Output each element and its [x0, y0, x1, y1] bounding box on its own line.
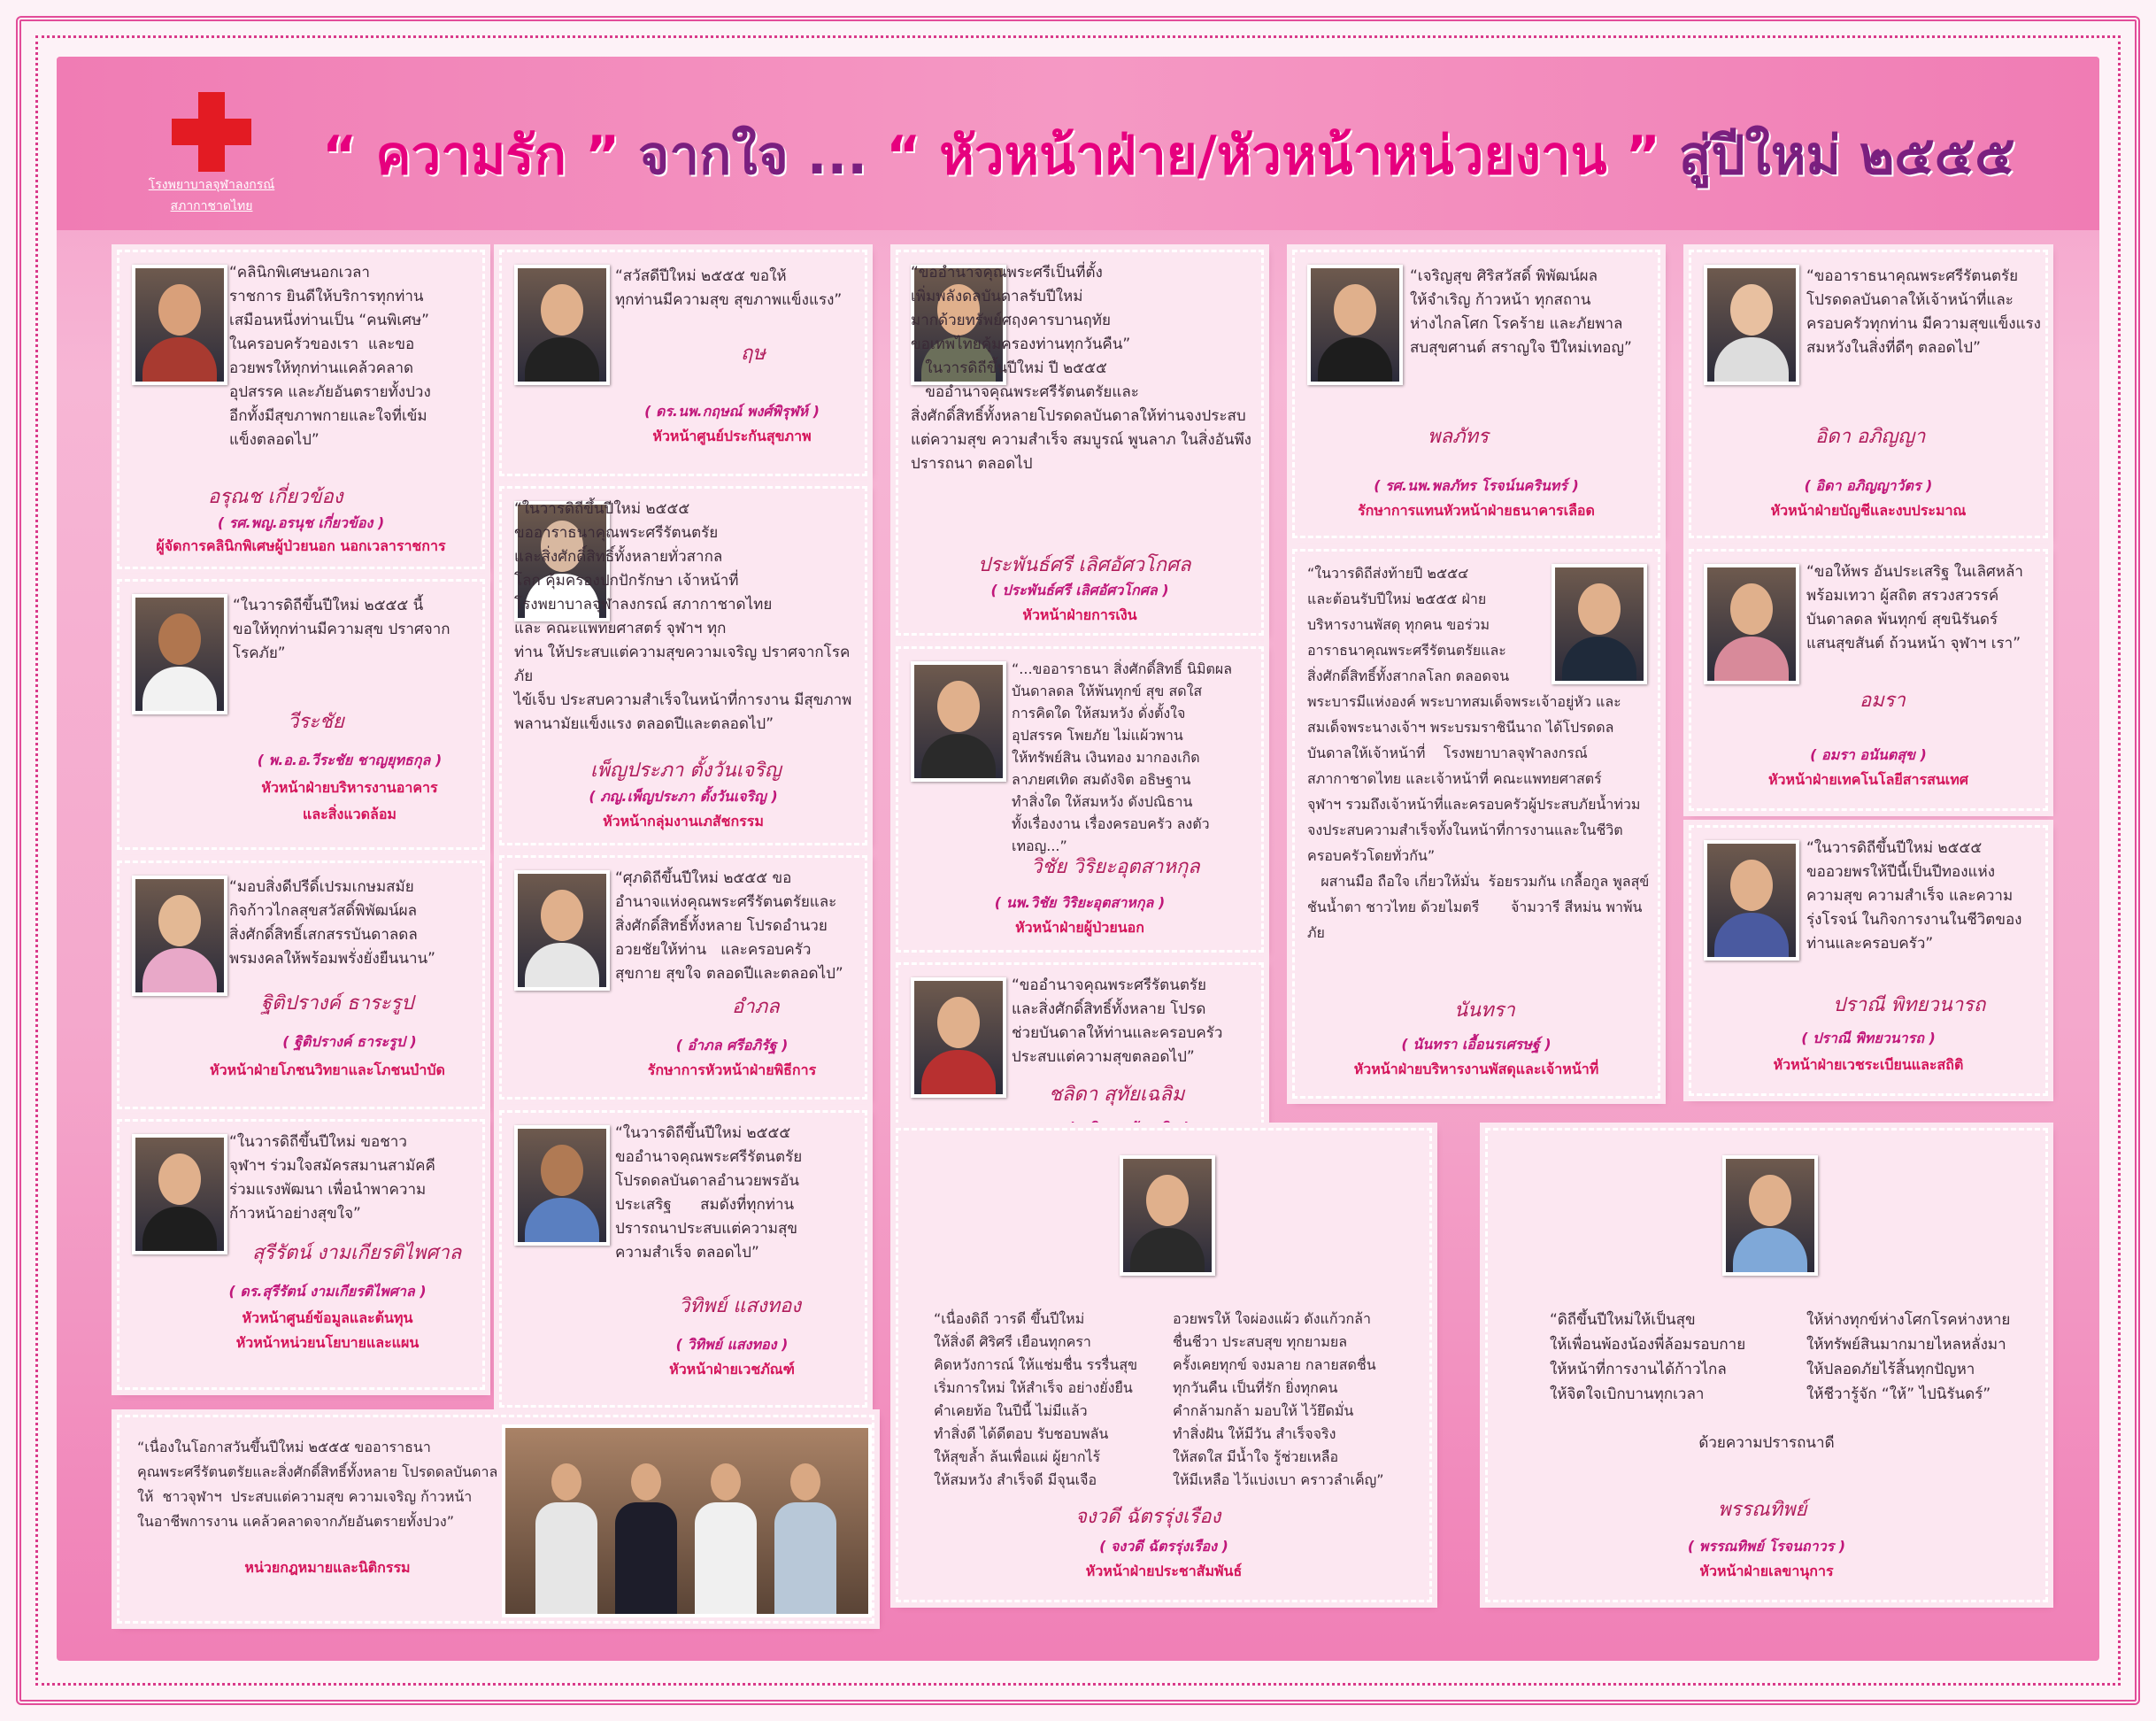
signer-role: หัวหน้ากลุ่มงานเภสัชกรรม	[603, 813, 764, 830]
signer-role: หัวหน้าฝ่ายเวชภัณฑ์	[669, 1361, 795, 1378]
greeting-message: “ขออาราธนาคุณพระศรีรัตนตรัย โปรดดลบันดาลให้เจ้าหน้าที่และ ครอบครัวทุกท่าน มีความสุขแข็งแรง สมหวังในสิ่งที่ดีๆ ตลอดไป”	[1806, 267, 2041, 357]
signature: อมรา	[1860, 690, 1906, 712]
greeting-card	[1689, 549, 2048, 811]
greeting-card	[117, 860, 485, 1109]
title-part-1: “ ความรัก ”	[322, 125, 620, 187]
greeting-message-left: “ดิถีขึ้นปีใหม่ให้เป็นสุข ให้เพื่อนพ้องน้องพี่ล้อมรอบกาย ให้หน้าที่การงานได้ก้าวไกล ให้จิตใจเบิกบานทุกเวลา	[1550, 1311, 1746, 1403]
greeting-card	[117, 1119, 485, 1390]
signature: พรรณทิพย์	[1718, 1499, 1807, 1521]
signature: ปราณี พิทยวนารถ	[1833, 994, 1986, 1016]
signer-name: ( ฐิติปรางค์ ธาระรูป )	[282, 1033, 417, 1050]
signer-name: ( วิทิพย์ แสงทอง )	[675, 1336, 789, 1353]
signature: อรุณช เกี่ยวข้อง	[208, 486, 343, 508]
greeting-message: “ในวารดิถีขึ้นปีใหม่ ๒๕๕๕ นี้ ขอให้ทุกท่านมีความสุข ปราศจาก โรคภัย”	[233, 597, 450, 662]
signer-name: ( ปราณี พิทยวนารถ )	[1801, 1030, 1936, 1046]
signature: พลภัทร	[1428, 426, 1489, 448]
group-person	[615, 1463, 677, 1614]
greeting-message: “ขออำนาจคุณพระศรีเป็นที่ตั้ง เพิ่มพลังดลบันดาลรับปีใหม่ มากด้วยทรัพย์ศฤงคารบานฤทัย ขอเทพไทยคุ้มครองท่านทุกวันคืน” ในวารดิถีขึ้นปีใหม่ ปี ๒๕๕๕ ขออำนาจคุณพระศรีรัตนตรัยและ สิ่งศักดิ์สิทธิ์ทั้งหลายโปรดดลบันดาลให้ท่านจงประสบ แต่ความสุข ความสำเร็จ สมบูรณ์ พูนลาภ ในสิ่งอันพึง ปรารถนา ตลอดไป	[911, 264, 1251, 473]
header-banner	[57, 57, 2099, 230]
signature: อำภล	[732, 996, 780, 1018]
signature: ฤษ	[741, 343, 766, 365]
portrait-photo	[1722, 1155, 1818, 1276]
portrait-photo	[911, 977, 1006, 1098]
signer-role: หัวหน้าศูนย์ข้อมูลและต้นทุน หัวหน้าหน่วยนโยบายและแผน	[235, 1309, 420, 1351]
signer-role: หัวหน้าฝ่ายเวชระเบียนและสถิติ	[1773, 1056, 1964, 1073]
portrait-photo	[132, 594, 227, 714]
portrait-photo	[514, 870, 610, 991]
signer-name: ( รศ.พญ.อรนุช เกี่ยวข้อง )	[217, 514, 385, 531]
portrait-photo	[132, 1134, 227, 1254]
closing-text: ด้วยความปรารถนาดี	[1698, 1434, 1835, 1452]
signer-name: ( นพ.วิชัย วิริยะอุตสาหกุล )	[994, 894, 1166, 911]
red-cross-icon	[172, 92, 251, 172]
portrait-photo	[132, 876, 227, 996]
greeting-message: “ในวารดิถีขึ้นปีใหม่ ๒๕๕๕ ขออำนาจคุณพระศรีรัตนตรัย โปรดดลบันดาลอำนวยพรอัน ประเสริฐ สมดังที่ทุกท่าน ปรารถนาประสบแต่ความสุข ความสำเร็จ ตลอดไป”	[615, 1124, 803, 1262]
greeting-card	[499, 855, 867, 1100]
greeting-card	[117, 579, 485, 850]
signature: ชลิดา สุทัยเฉลิม	[1049, 1084, 1185, 1106]
greeting-card	[1292, 250, 1660, 538]
signer-role: หัวหน้าฝ่ายประชาสัมพันธ์	[1085, 1563, 1243, 1579]
signer-name: ( รศ.นพ.พลภัทร โรจน์นครินทร์ )	[1374, 477, 1579, 494]
signer-role: รักษาการหัวหน้าฝ่ายพิธีการ	[647, 1061, 817, 1078]
signer-role: หัวหน้าฝ่ายบริหารงานอาคาร และสิ่งแวดล้อม	[261, 779, 438, 822]
page-title	[322, 113, 2048, 197]
signature: ประพันธ์ศรี เลิศอัศวโกศล	[978, 554, 1191, 576]
signer-role: หัวหน้าฝ่ายผู้ป่วยนอก	[1015, 919, 1144, 936]
greeting-card	[1485, 1128, 2048, 1602]
poster-board	[57, 57, 2099, 1661]
greeting-card	[1689, 825, 2048, 1096]
portrait-photo	[1307, 265, 1403, 385]
greeting-message-right: อวยพรให้ ใจผ่องแผ้ว ดังแก้วกล้า ชื่นชีวา ประสบสุข ทุกยามยล ครั้งเคยทุกข์ จงมลาย กลายสดชื่น ทุกวันคืน เป็นที่รัก ยิ่งทุกคน คำกล้ามกล้า มอบให้ ไว้ยึดมั่น ทำสิ่งฝัน ให้มีวัน สำเร็จจริง ให้สดใส มีน้ำใจ รู้ช่วยเหลือ ให้มีเหลือ ไว้แบ่งเบา คราวลำเค็ญ”	[1173, 1310, 1384, 1488]
greeting-message: “ในวารดิถีขึ้นปีใหม่ ๒๕๕๕ ขออวยพรให้ปีนี้เป็นปีทองแห่ง ความสุข ความสำเร็จ และความ รุ่งโรจน์ ในกิจการงานในชีวิตของ ท่านและครอบครัว”	[1806, 839, 2022, 953]
greeting-card	[499, 486, 867, 845]
signature: สุรีรัตน์ งามเกียรติไพศาล	[252, 1242, 462, 1264]
signer-role: หัวหน้าฝ่ายโภชนวิทยาและโภชนบำบัด	[210, 1061, 445, 1078]
portrait-photo	[1120, 1155, 1215, 1276]
greeting-card	[896, 646, 1264, 953]
group-person	[774, 1463, 836, 1614]
hospital-logo	[145, 92, 278, 214]
greeting-message: “เนื่องในโอกาสวันขึ้นปีใหม่ ๒๕๕๕ ขออาราธนา คุณพระศรีรัตนตรัยและสิ่งศักดิ์สิทธิ์ทั้งหลาย โปรดดลบันดาล ให้ ชาวจุฬาฯ ประสบแต่ความสุข ความเจริญ ก้าวหน้า ในอาชีพการงาน แคล้วคลาดจากภัยอันตรายทั้งปวง”	[137, 1439, 498, 1530]
signer-name: ( นันทรา เอื้อนรเศรษฐ์ )	[1401, 1036, 1552, 1053]
signer-name: ( ภญ.เพ็ญประภา ตั้งวันเจริญ )	[589, 788, 778, 805]
signer-role: หัวหน้าฝ่ายเทคโนโลยีสารสนเทศ	[1768, 771, 1968, 788]
greeting-message: “ในวารดิถีส่งท้ายปี ๒๕๕๔ และต้อนรับปีใหม่ ๒๕๕๕ ฝ่าย บริหารงานพัสดุ ทุกคน ขอร่วม อาราธนาคุณพระศรีรัตนตรัยและ สิ่งศักดิ์สิทธิ์ทั้งสากลโลก ตลอดจน พระบารมีแห่งองค์ พระบาทสมเด็จพระเจ้าอยู่หัว และ สมเด็จพระนางเจ้าฯ พระบรมราชินีนาถ ได้โปรดดล บันดาลให้เจ้าหน้าที่ โรงพยาบาลจุฬาลงกรณ์ สภากาชาดไทย และเจ้าหน้าที่ คณะแพทยศาสตร์ จุฬาฯ รวมถึงเจ้าหน้าที่และครอบครัวผู้ประสบภัยน้ำท่วม จงประสบความสำเร็จทั้งในหน้าที่การงานและในชีวิต ครอบครัวโดยทั่วกัน” ผสานมือ ถือใจ เกี่ยวให้มั่น ร้อยรวมกัน เกลื้อกูล พูลสุข์ ชันน้ำตา ชาวไทย ด้วยไมตรี จ้ามวารี สีหม่น พาพ้นภัย	[1307, 565, 1650, 941]
greeting-card	[896, 250, 1264, 636]
logo-sub: สภากาชาดไทย	[170, 199, 253, 213]
greeting-card	[117, 250, 485, 569]
signature: วิทิพย์ แสงทอง	[679, 1295, 802, 1317]
greeting-card	[1292, 549, 1660, 1099]
signer-role: รักษาการแทนหัวหน้าฝ่ายธนาคารเลือด	[1358, 502, 1595, 519]
portrait-photo	[514, 265, 610, 385]
greeting-message: “ในวารดิถีขึ้นปีใหม่ ๒๕๕๕ ขออาราธนาคุณพระศรีรัตนตรัย และสิ่งศักดิ์สิทธิ์ทั้งหลายทั่วสากล โลก คุ้มครองปกปักรักษา เจ้าหน้าที่ โรงพยาบาลจุฬาลงกรณ์ สภากาชาดไทย และ คณะแพทยศาสตร์ จุฬาฯ ทุก ท่าน ให้ประสบแต่ความสุขความเจริญ ปราศจากโรคภัย ไข้เจ็บ ประสบความสำเร็จในหน้าที่การงาน มีสุขภาพ พลานามัยแข็งแรง ตลอดปีและตลอดไป”	[514, 500, 852, 733]
signer-name: ( พ.อ.อ.วีระชัย ชาญยุทธกุล )	[257, 752, 443, 768]
greeting-message: “เจริญสุข ศิริสวัสดิ์ พิพัฒน์ผล ให้จำเริญ ก้าวหน้า ทุกสถาน ห่างไกลโศก โรคร้าย และภัยพาล สบสุขศานต์ สราญใจ ปีใหม่เทอญ”	[1410, 267, 1632, 357]
signature: นันทรา	[1454, 999, 1515, 1022]
portrait-photo	[514, 1125, 610, 1246]
greeting-card	[1689, 250, 2048, 538]
title-part-4: สู่ปีใหม่ ๒๕๕๕	[1659, 125, 2015, 187]
greeting-message-right: ให้ห่างทุกข์ห่างโศกโรคห่างหาย ให้ทรัพย์สินมากมายไหลหลั่งมา ให้ปลอดภัยไร้สิ้นทุกปัญหา ให้ชีวารู้จัก “ให้” ไปนิรันดร์”	[1806, 1311, 2011, 1403]
greeting-message: “คลินิกพิเศษนอกเวลา ราชการ ยินดีให้บริการทุกท่าน เสมือนหนึ่งท่านเป็น “คนพิเศษ” ในครอบครัวของเรา และขอ อวยพรให้ทุกท่านแคล้วคลาด อุปสรรค และภัยอันตรายทั้งปวง อีกทั้งมีสุขภาพกายและใจที่เข้ม แข็งตลอดไป”	[229, 264, 431, 449]
group-person	[695, 1463, 757, 1614]
signer-name: ( พรรณทิพย์ โรจนถาวร )	[1687, 1538, 1846, 1555]
signature: วิชัย วิริยะอุตสาหกุล	[1031, 856, 1200, 878]
title-part-2: จากใจ ...	[620, 125, 886, 187]
greeting-card	[117, 1415, 874, 1624]
greeting-message: “ขออำนาจคุณพระศรีรัตนตรัย และสิ่งศักดิ์สิทธิ์ทั้งหลาย โปรด ช่วยบันดาลให้ท่านและครอบครัว ประสบแต่ความสุขตลอดไป”	[1012, 976, 1223, 1066]
signature: ฐิติปรางค์ ธาระรูป	[261, 992, 414, 1015]
greeting-card	[499, 1110, 867, 1408]
signature: เพ็ญประภา ตั้งวันเจริญ	[590, 760, 782, 782]
signer-name: ( ประพันธ์ศรี เลิศอัศวโกศล )	[990, 582, 1169, 598]
logo-name: โรงพยาบาลจุฬาลงกรณ์	[148, 178, 275, 192]
greeting-message: “สวัสดีปีใหม่ ๒๕๕๕ ขอให้ ทุกท่านมีความสุข สุขภาพแข็งแรง”	[615, 267, 843, 309]
signer-name: ( ดร.นพ.กฤษณ์ พงศ์พิรุฬห์ )	[644, 403, 820, 420]
signer-name: ( อำภล ศรีอภิรัฐ )	[675, 1037, 789, 1053]
signer-name: ( อิดา อภิญญาวัตร )	[1804, 477, 1933, 494]
signer-role: หัวหน้าศูนย์ประกันสุขภาพ	[652, 428, 812, 444]
group-person	[535, 1463, 597, 1614]
signer-role: หน่วยกฎหมายและนิติกรรม	[244, 1559, 411, 1576]
portrait-photo	[132, 265, 227, 385]
portrait-photo	[911, 661, 1006, 782]
greeting-message: “...ขออาราธนา สิ่งศักดิ์สิทธิ์ นิมิตผล บันดาลดล ให้พ้นทุกข์ สุข สดใส การคิดใด ให้สมหวัง ดั่งตั้งใจ อุปสรรค โพยภัย ไม่แผ้วพาน ให้ทรัพย์สิน เงินทอง มากองเกิด ลาภยศเทิด สมดังจิต อธิษฐาน ทำสิ่งใด ให้สมหวัง ดังปณิธาน ทั้งเรื่องงาน เรื่องครอบครัว ลงตัวเทอญ...”	[1012, 660, 1233, 854]
signer-name: ( จงวดี ฉัตรรุ่งเรือง )	[1099, 1538, 1228, 1555]
greeting-card	[896, 1128, 1432, 1602]
signer-role: ผู้จัดการคลินิกพิเศษผู้ป่วยนอก นอกเวลาราชการ	[156, 537, 446, 554]
signature: อิดา อภิญญา	[1815, 426, 1926, 448]
greeting-message: “ศุภดิถีขึ้นปีใหม่ ๒๕๕๕ ขอ อำนาจแห่งคุณพระศรีรัตนตรัยและ สิ่งศักดิ์สิทธิ์ทั้งหลาย โปรดอำนวย อวยชัยให้ท่าน และครอบครัว สุขกาย สุขใจ ตลอดปีและตลอดไป”	[615, 869, 843, 983]
signer-role: หัวหน้าฝ่ายบัญชีและงบประมาณ	[1770, 502, 1967, 519]
group-photo	[502, 1424, 872, 1617]
signer-role: หัวหน้าฝ่ายเลขานุการ	[1699, 1563, 1834, 1579]
signer-name: ( ดร.สุรีรัตน์ งามเกียรติไพศาล )	[228, 1283, 427, 1300]
signature: วีระชัย	[288, 711, 344, 733]
greeting-card	[499, 250, 867, 476]
greeting-message: “ขอให้พร อันประเสริฐ ในเลิศหล้า พร้อมเทวา ผู้สถิต สรวงสวรรค์ บันดาลดล พ้นทุกข์ สุขนิรันดร์ แสนสุขสันต์ ถ้วนหน้า จุฬาฯ เรา”	[1806, 563, 2023, 652]
portrait-photo	[1704, 265, 1799, 385]
portrait-photo	[1704, 564, 1799, 684]
signer-role: หัวหน้าฝ่ายการเงิน	[1022, 606, 1137, 623]
title-part-3: “ หัวหน้าฝ่าย/หัวหน้าหน่วยงาน ”	[885, 125, 1660, 187]
greeting-message: “ในวารดิถีขึ้นปีใหม่ ขอชาว จุฬาฯ ร่วมใจสมัครสมานสามัคคี ร่วมแรงพัฒนา เพื่อนำพาความ ก้าวหน้าอย่างสุขใจ”	[229, 1133, 435, 1223]
signature: จงวดี ฉัตรรุ่งเรือง	[1075, 1506, 1221, 1528]
greeting-message-left: “เนื่องดิถี วารดี ขึ้นปีใหม่ ให้สิ่งดี ศิริศรี เยือนทุกครา คิดหวังการณ์ ให้แช่มชื่น รรรื่นสุข เริ่มการใหม่ ให้สำเร็จ อย่างยั่งยืน คำเคยท้อ ในปีนี้ ไม่มีแล้ว ทำสิ่งดี ได้ดีตอบ รับชอบพลัน ให้สุขล้ำ ล้นเพื่อแผ่ ผู้ยากไร้ ให้สมหวัง สำเร็จดี มีจุนเจือ	[934, 1310, 1138, 1488]
signer-role: หัวหน้าฝ่ายบริหารงานพัสดุและเจ้าหน้าที่	[1353, 1061, 1599, 1077]
greeting-message: “มอบสิ่งดีปรีดิ์เปรมเกษมสมัย กิจก้าวไกลสุขสวัสดิ์พิพัฒน์ผล สิ่งศักดิ์สิทธิ์เสกสรรบันดาลดล พรมงคลให้พร้อมพรั่งยั่งยืนนาน”	[229, 878, 435, 968]
portrait-photo	[1704, 840, 1799, 961]
signer-name: ( อมรา อนันตสุข )	[1810, 746, 1927, 763]
